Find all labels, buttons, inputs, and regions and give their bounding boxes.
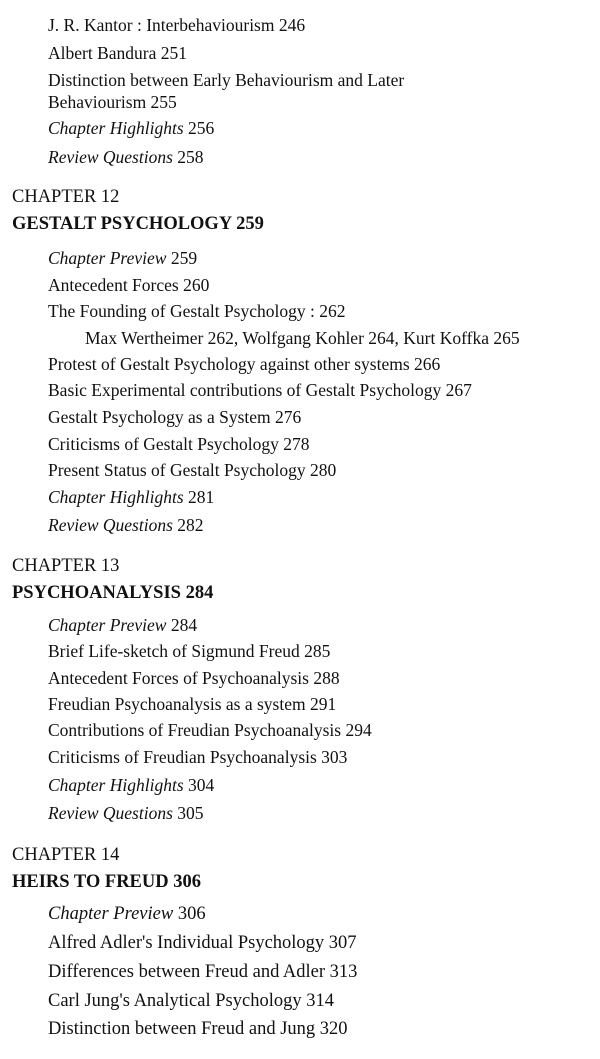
toc-entry-highlights — [48, 489, 214, 507]
entry-label: Chapter Highlights — [48, 487, 184, 507]
toc-entry: The Founding of Gestalt Psychology : 262 — [48, 301, 346, 321]
toc-entry: Antecedent Forces 260 — [48, 275, 210, 295]
entry-page: 258 — [177, 147, 204, 167]
toc-entry: Albert Bandura 251 — [48, 43, 187, 63]
chapter-title: GESTALT PSYCHOLOGY 259 — [12, 214, 264, 234]
toc-entry: Contributions of Freudian Psychoanalysis 294 — [48, 720, 372, 740]
entry-label: Chapter Highlights — [48, 118, 184, 138]
toc-entry: Freudian Psychoanalysis as a system 291 — [48, 694, 337, 714]
chapter-label: CHAPTER 14 — [12, 845, 120, 865]
chapter-title: HEIRS TO FREUD 306 — [12, 872, 201, 892]
chapter-label: CHAPTER 13 — [12, 556, 120, 576]
toc-entry-highlights — [48, 777, 214, 795]
entry-label: Review Questions — [48, 803, 173, 823]
entry-label: Chapter Preview — [48, 248, 167, 268]
toc-subentry: Max Wertheimer 262, Wolfgang Kohler 264, Kurt Koffka 265 — [85, 328, 520, 348]
toc-entry: J. R. Kantor : Interbehaviourism 246 — [48, 15, 306, 35]
toc-entry: Alfred Adler's Individual Psychology 307 — [48, 933, 357, 953]
entry-page: 282 — [177, 515, 204, 535]
entry-label: Chapter Preview — [48, 904, 174, 924]
toc-entry-preview — [48, 617, 197, 635]
entry-page: 284 — [170, 615, 198, 635]
toc-entry-review — [48, 805, 204, 823]
toc-entry: Brief Life-sketch of Sigmund Freud 285 — [48, 641, 331, 661]
toc-entry: Differences between Freud and Adler 313 — [48, 962, 358, 982]
entry-page: 306 — [177, 904, 206, 924]
toc-entry: Distinction between Freud and Jung 320 — [48, 1019, 348, 1039]
toc-entry-review — [48, 149, 204, 167]
chapter-label: CHAPTER 12 — [12, 187, 120, 207]
toc-entry: Gestalt Psychology as a System 276 — [48, 407, 302, 427]
toc-entry-highlights — [48, 120, 214, 138]
entry-page: 259 — [170, 248, 198, 268]
toc-entry: Carl Jung's Analytical Psychology 314 — [48, 991, 334, 1011]
toc-entry: Basic Experimental contributions of Gestalt Psychology 267 — [48, 380, 472, 400]
entry-label: Chapter Preview — [48, 615, 167, 635]
toc-entry-preview — [48, 250, 197, 268]
entry-page: 281 — [188, 487, 215, 507]
entry-page: 304 — [188, 775, 215, 795]
toc-entry: Antecedent Forces of Psychoanalysis 288 — [48, 668, 340, 688]
toc-entry: Behaviourism 255 — [48, 92, 177, 112]
toc-entry-preview — [48, 905, 206, 924]
toc-entry: Protest of Gestalt Psychology against other systems 266 — [48, 354, 441, 374]
entry-page: 305 — [177, 803, 204, 823]
entry-label: Review Questions — [48, 147, 173, 167]
entry-label: Chapter Highlights — [48, 775, 184, 795]
toc-entry: Distinction between Early Behaviourism and Later — [48, 70, 405, 90]
entry-page: 256 — [188, 118, 215, 138]
toc-entry-review — [48, 517, 204, 535]
toc-entry: Present Status of Gestalt Psychology 280 — [48, 460, 337, 480]
toc-entry: Criticisms of Freudian Psychoanalysis 303 — [48, 747, 348, 767]
toc-entry: Criticisms of Gestalt Psychology 278 — [48, 434, 310, 454]
entry-label: Review Questions — [48, 515, 173, 535]
chapter-title: PSYCHOANALYSIS 284 — [12, 583, 214, 603]
